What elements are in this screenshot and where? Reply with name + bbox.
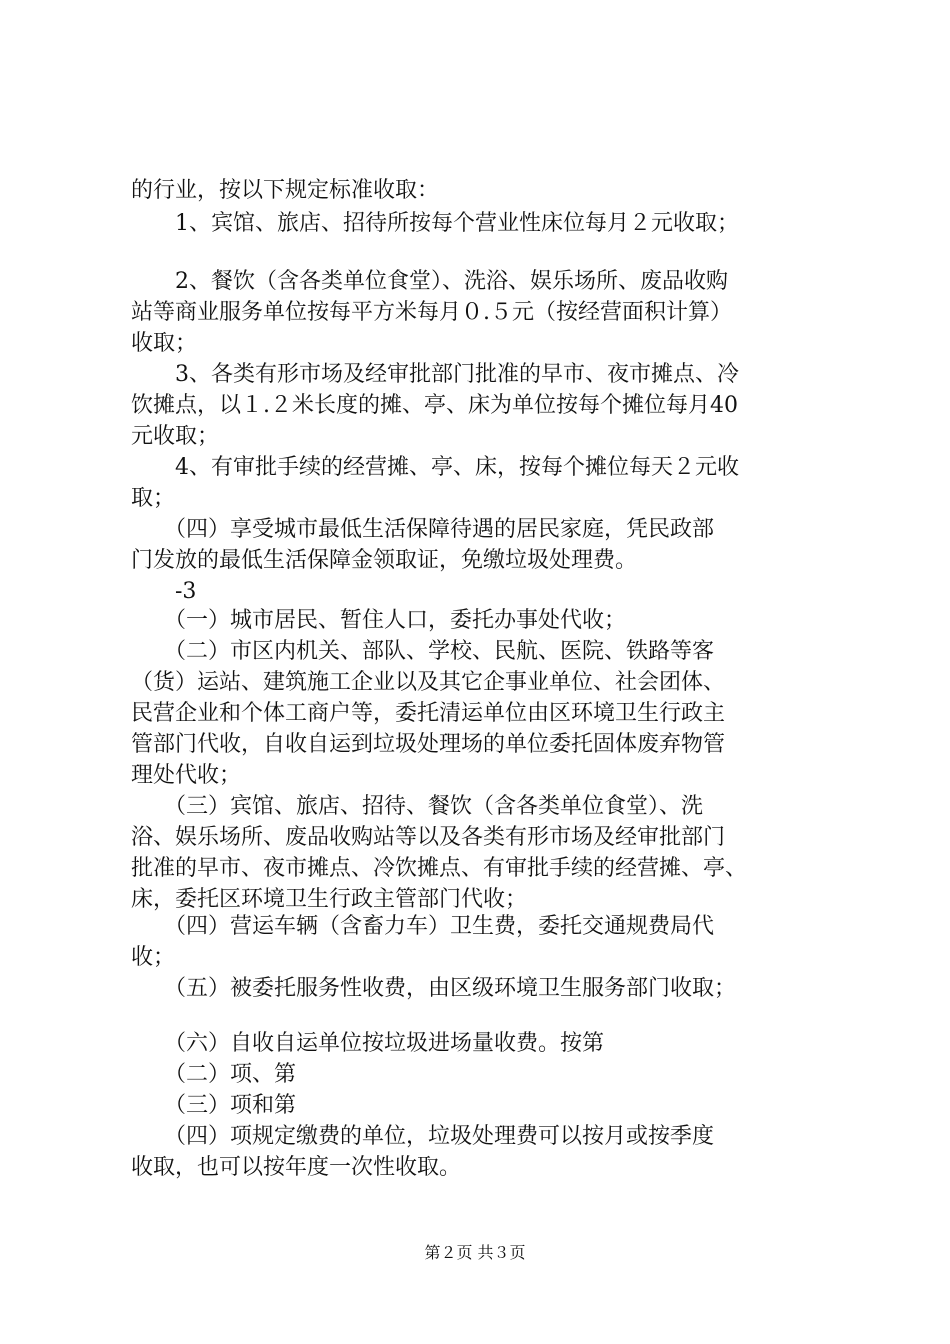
text-line-15: （二）市区内机关、部队、学校、民航、医院、铁路等客 (131, 639, 715, 664)
page-number-footer: 第２页 共３页 (424, 1243, 526, 1262)
text-line-12: 门发放的最低生活保障金领取证，免缴垃圾处理费。 (131, 548, 638, 573)
text-line-3: 2、餐饮（含各类单位食堂）、洗浴、娱乐场所、废品收购 (131, 269, 728, 294)
text-line-31: 收取，也可以按年度一次性收取。 (131, 1155, 462, 1180)
text-line-2: 1、宾馆、旅店、招待所按每个营业性床位每月２元收取； (131, 211, 739, 236)
text-line-19: 理处代收； (131, 763, 242, 788)
text-line-7: 饮摊点，以１.２米长度的摊、亭、床为单位按每个摊位每月40 (131, 393, 738, 418)
text-line-5: 收取； (131, 331, 198, 356)
text-line-14: （一）城市居民、暂住人口，委托办事处代收； (131, 608, 627, 633)
text-line-1: 的行业，按以下规定标准收取： (131, 178, 440, 203)
text-line-26: （五）被委托服务性收费，由区级环境卫生服务部门收取； (131, 976, 737, 1001)
text-line-22: 批准的早市、夜市摊点、冷饮摊点、有审批手续的经营摊、亭、 (131, 856, 748, 881)
text-line-17: 民营企业和个体工商户等，委托清运单位由区环境卫生行政主 (131, 701, 726, 726)
text-line-20: （三）宾馆、旅店、招待、餐饮（含各类单位食堂）、洗 (131, 794, 704, 819)
text-line-11: （四）享受城市最低生活保障待遇的居民家庭，凭民政部 (131, 517, 715, 542)
text-line-25: 收； (131, 945, 176, 970)
text-line-21: 浴、娱乐场所、废品收购站等以及各类有形市场及经审批部门 (131, 825, 726, 850)
text-line-16: （货）运站、建筑施工企业以及其它企事业单位、社会团体、 (131, 670, 726, 695)
text-line-28: （二）项、第 (131, 1062, 297, 1087)
text-line-30: （四）项规定缴费的单位，垃圾处理费可以按月或按季度 (131, 1124, 715, 1149)
text-line-23: 床，委托区环境卫生行政主管部门代收； (131, 887, 528, 912)
text-line-10: 取； (131, 486, 176, 511)
text-line-24: （四）营运车辆（含畜力车）卫生费，委托交通规费局代 (131, 914, 715, 939)
text-line-18: 管部门代收，自收自运到垃圾处理场的单位委托固体废弃物管 (131, 732, 726, 757)
text-line-4: 站等商业服务单位按每平方米每月０.５元（按经营面积计算） (131, 300, 732, 325)
text-line-8: 元收取； (131, 424, 220, 449)
text-line-29: （三）项和第 (131, 1093, 297, 1118)
text-line-27: （六）自收自运单位按垃圾进场量收费。按第 (131, 1031, 605, 1056)
text-line-9: 4、有审批手续的经营摊、亭、床，按每个摊位每天２元收 (131, 455, 739, 480)
text-line-6: 3、各类有形市场及经审批部门批准的早市、夜市摊点、冷 (131, 362, 739, 387)
text-line-13: -3 (131, 579, 197, 604)
